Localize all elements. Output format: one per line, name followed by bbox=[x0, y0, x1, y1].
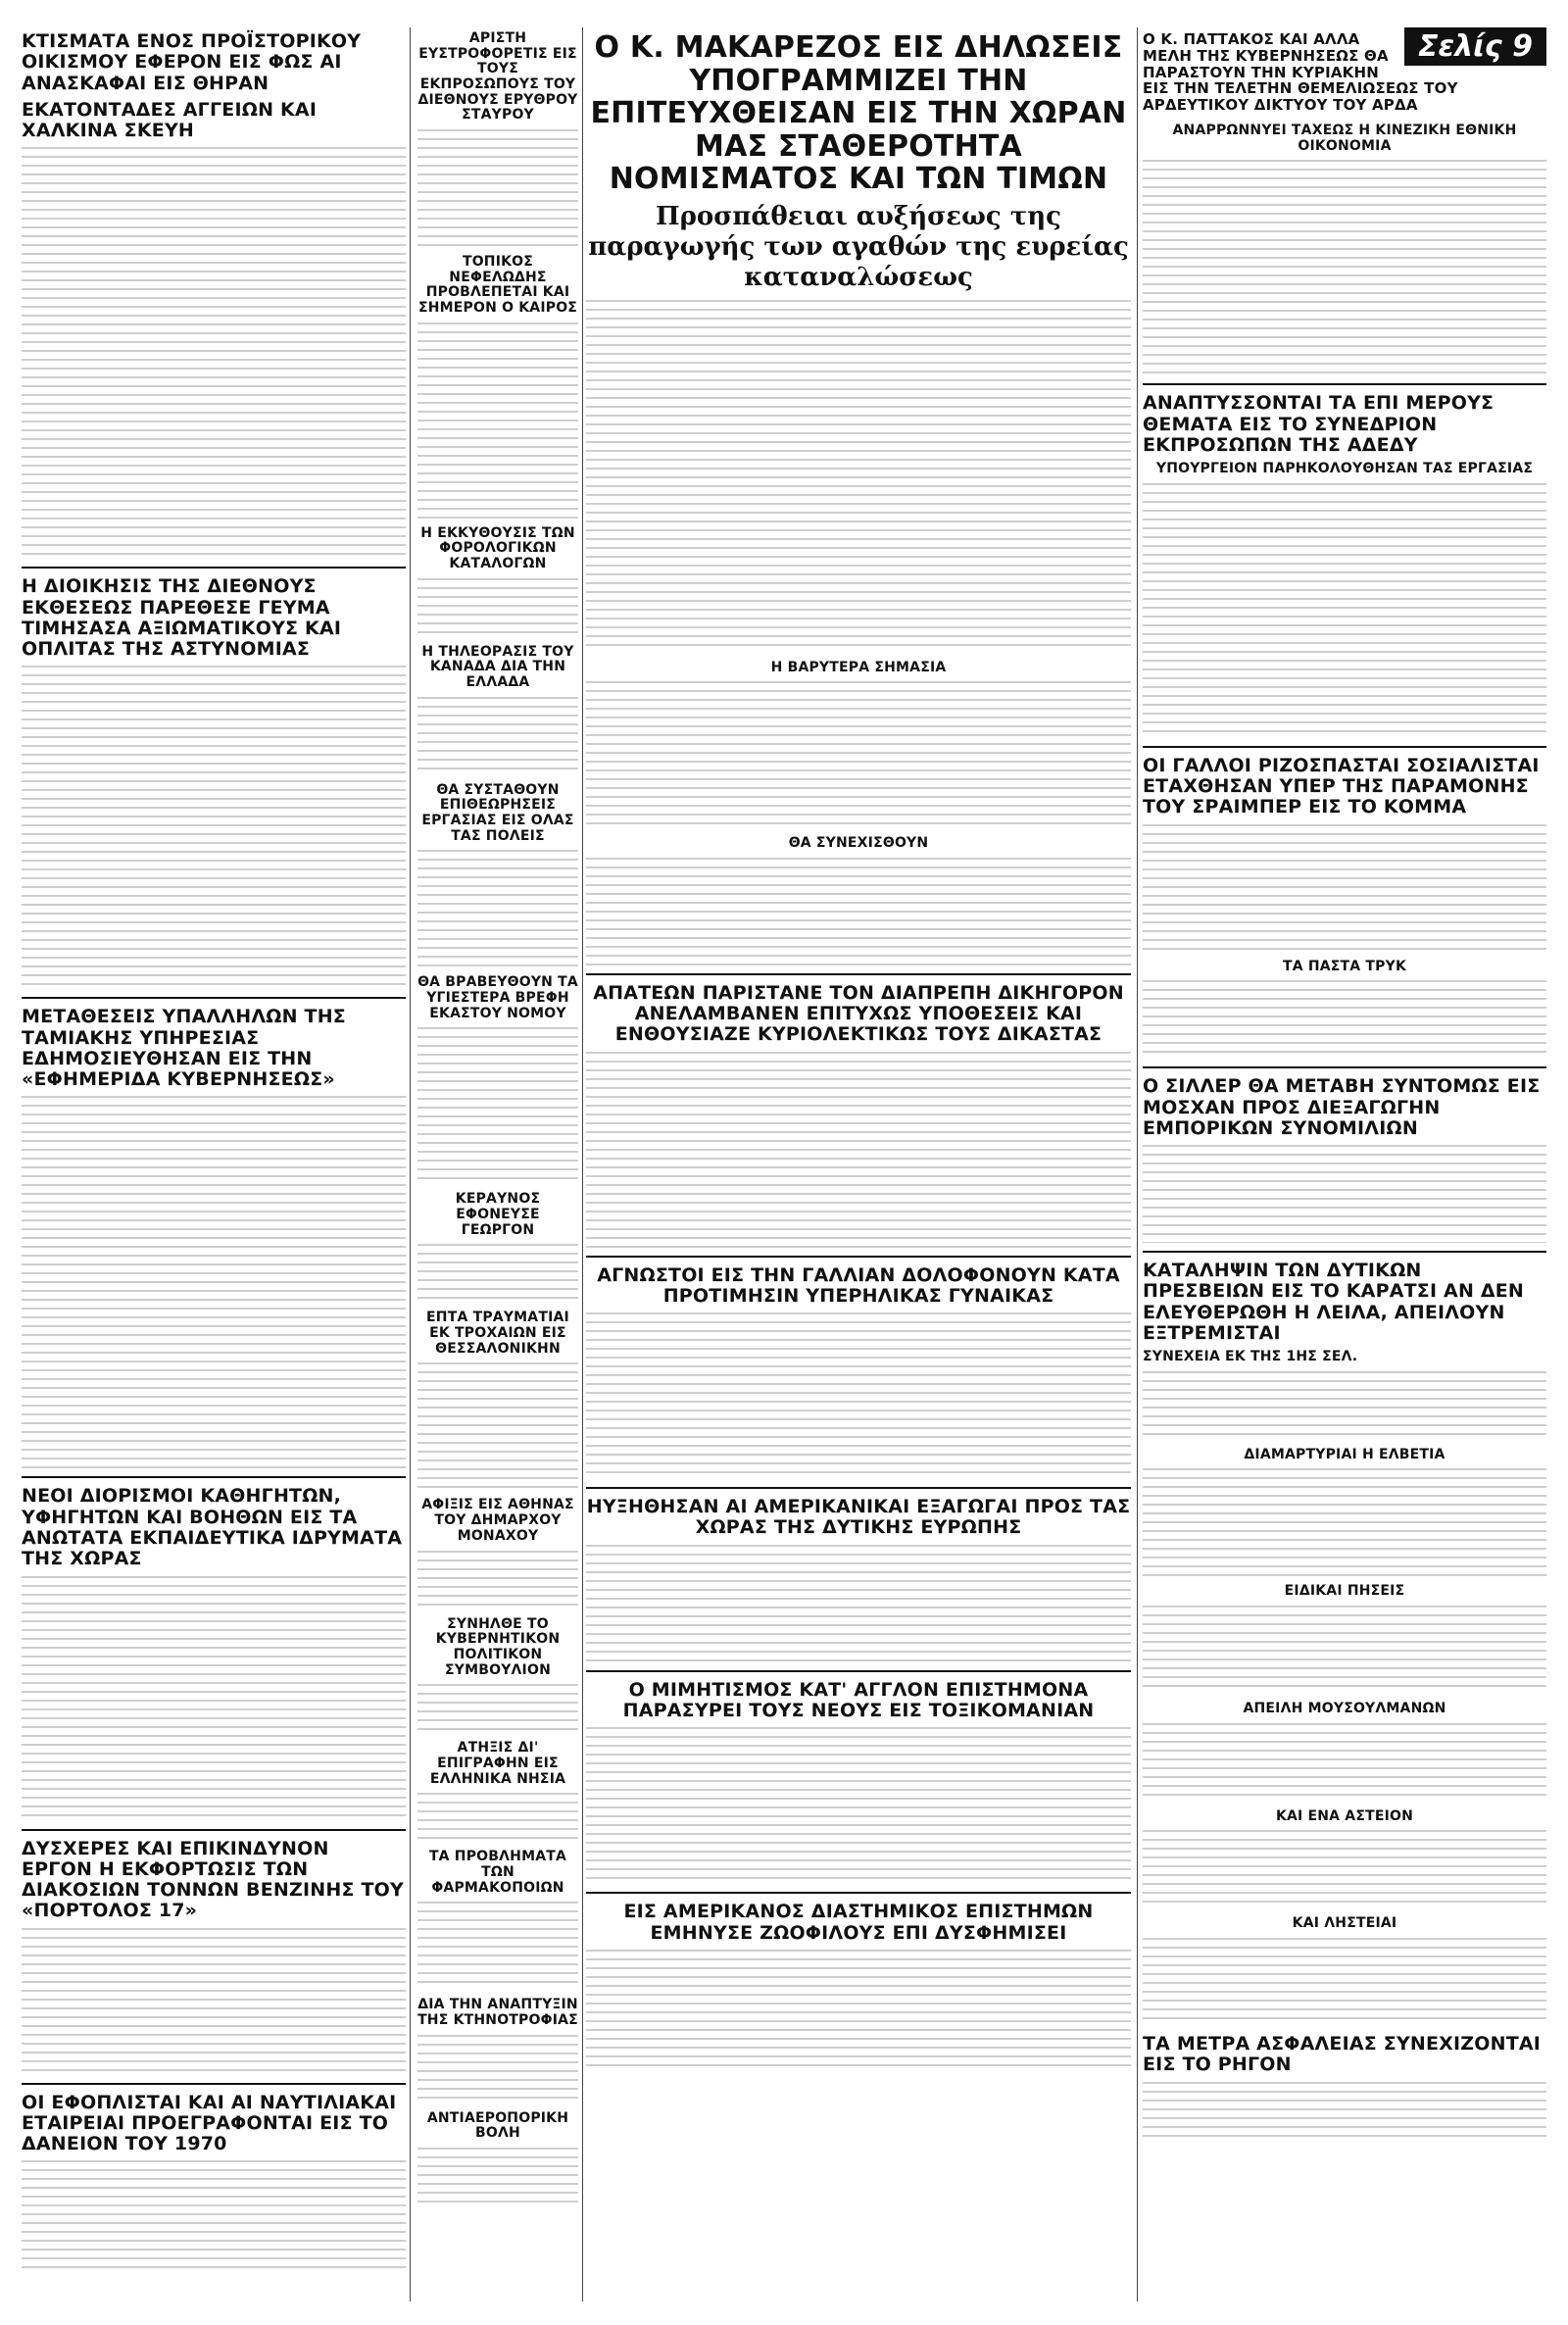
article-body bbox=[417, 322, 578, 519]
article-body bbox=[22, 1096, 406, 1468]
headline: Η ΔΙΟΙΚΗΣΙΣ ΤΗΣ ΔΙΕΘΝΟΥΣ ΕΚΘΕΣΕΩΣ ΠΑΡΕΘΕΣΕ ΓΕΥΜΑ ΤΙΜΗΣΑΣΑ ΑΞΙΩΜΑΤΙΚΟΥΣ ΚΑΙ ΟΠΛΙΤΑΣ ΤΗΣ ΑΣΤΥΝΟΜΙΑΣ bbox=[22, 575, 342, 661]
lead-headline: Ο Κ. ΜΑΚΑΡΕΖΟΣ ΕΙΣ ΔΗΛΩΣΕΙΣ ΥΠΟΓΡΑΜΜΙΖΕΙ ΤΗΝ ΕΠΙΤΕΥΧΘΕΙΣΑΝ ΕΙΣ ΤΗΝ ΧΩΡΑΝ ΜΑΣ ΣΤΑΘΕΡΟΤΗΤΑ ΝΟΜΙΣΜΑΤΟΣ ΚΑΙ ΤΩΝ ΤΙΜΩΝ bbox=[590, 30, 1127, 197]
column-divider bbox=[410, 27, 411, 2301]
article-body bbox=[417, 578, 578, 637]
headline: ΘΑ ΒΡΑΒΕΥΘΟΥΝ ΤΑ ΥΓΙΕΣΤΕΡΑ ΒΡΕΦΗ ΕΚΑΣΤΟΥ ΝΟΜΟΥ bbox=[417, 974, 578, 1021]
article-body bbox=[1143, 2082, 1546, 2141]
article-body bbox=[586, 1052, 1131, 1248]
page-number-badge: Σελίς 9 bbox=[1404, 27, 1546, 66]
column-divider bbox=[1137, 27, 1138, 2301]
article-body bbox=[417, 697, 578, 775]
headline: Ο ΣΙΛΛΕΡ ΘΑ ΜΕΤΑΒΗ ΣΥΝΤΟΜΩΣ ΕΙΣ ΜΟΣΧΑΝ ΠΡΟΣ ΔΙΕΞΑΓΩΓΗΝ ΕΜΠΟΡΙΚΩΝ ΣΥΝΟΜΙΛΙΩΝ bbox=[1143, 1075, 1541, 1139]
article-body bbox=[586, 681, 1131, 828]
section-heading: ΘΑ ΣΥΝΕΧΙΣΘΟΥΝ bbox=[788, 835, 929, 852]
headline: ΑΝΑΡΡΩΝΝΥΕΙ ΤΑΧΕΩΣ Η ΚΙΝΕΖΙΚΗ ΕΘΝΙΚΗ ΟΙΚΟΝΟΜΙΑ bbox=[1172, 122, 1517, 154]
headline: ΕΙΣ ΑΜΕΡΙΚΑΝΟΣ ΔΙΑΣΤΗΜΙΚΟΣ ΕΠΙΣΤΗΜΩΝ ΕΜΗΝΥΣΕ ΖΩΟΦΙΛΟΥΣ ΕΠΙ ΔΥΣΦΗΜΙΣΕΙ bbox=[623, 1901, 1094, 1944]
article-body bbox=[417, 1684, 578, 1733]
headline: ΚΕΡΑΥΝΟΣ ΕΦΟΝΕΥΣΕ ΓΕΩΡΓΟΝ bbox=[455, 1191, 541, 1238]
headline: ΕΠΤΑ ΤΡΑΥΜΑΤΙΑΙ ΕΚ ΤΡΟΧΑΙΩΝ ΕΙΣ ΘΕΣΣΑΛΟΝΙΚΗΝ bbox=[426, 1310, 569, 1357]
column-2 bbox=[417, 27, 578, 2214]
headline: Ο Κ. ΠΑΤΤΑΚΟΣ ΚΑΙ ΑΛΛΑ ΜΕΛΗ ΤΗΣ ΚΥΒΕΡΝΗΣΕΩΣ ΘΑ ΠΑΡΑΣΤΟΥΝ ΤΗΝ ΚΥΡΙΑΚΗΝ ΕΙΣ ΤΗΝ ΤΕΛΕΤΗΝ ΘΕΜΕΛΙΩΣΕΩΣ ΤΟΥ ΑΡΔΕΥΤΙΚΟΥ ΔΙΚΤΥΟΥ ΤΟΥ ΑΡΔΑ bbox=[1143, 30, 1458, 115]
article-body bbox=[1143, 980, 1546, 1059]
rule bbox=[586, 973, 1131, 975]
rule bbox=[1143, 1251, 1546, 1253]
headline: ΝΕΟΙ ΔΙΟΡΙΣΜΟΙ ΚΑΘΗΓΗΤΩΝ, ΥΦΗΓΗΤΩΝ ΚΑΙ ΒΟΗΘΩΝ ΕΙΣ ΤΑ ΑΝΩΤΑΤΑ ΕΚΠΑΙΔΕΥΤΙΚΑ ΙΔΡΥΜΑΤΑ ΤΗΣ ΧΩΡΑΣ bbox=[22, 1485, 403, 1570]
article-body bbox=[1143, 1723, 1546, 1802]
article-body bbox=[22, 666, 406, 989]
article-body bbox=[417, 850, 578, 967]
article-body bbox=[1143, 1606, 1546, 1694]
section-heading: ΕΙΔΙΚΑΙ ΠΗΣΕΙΣ bbox=[1284, 1583, 1405, 1600]
rule bbox=[586, 1487, 1131, 1489]
headline: Η ΕΚΚΥΘΟΥΣΙΣ ΤΩΝ ΦΟΡΟΛΟΓΙΚΩΝ ΚΑΤΑΛΟΓΩΝ bbox=[420, 524, 575, 572]
article-body bbox=[1143, 824, 1546, 952]
article-body bbox=[417, 1551, 578, 1609]
article-body bbox=[417, 129, 578, 247]
article-body bbox=[1143, 1938, 1546, 2026]
rule bbox=[22, 2083, 406, 2085]
article-body bbox=[22, 147, 406, 559]
article-body bbox=[586, 1727, 1131, 1884]
rule bbox=[22, 567, 406, 569]
rule bbox=[1143, 383, 1546, 385]
article-body bbox=[1143, 483, 1546, 738]
article-body bbox=[417, 1244, 578, 1303]
headline: ΚΤΙΣΜΑΤΑ ΕΝΟΣ ΠΡΟΪΣΤΟΡΙΚΟΥ ΟΙΚΙΣΜΟΥ ΕΦΕΡΟΝ ΕΙΣ ΦΩΣ ΑΙ ΑΝΑΣΚΑΦΑΙ ΕΙΣ ΘΗΡΑΝ bbox=[22, 30, 362, 94]
headline: ΑΡΙΣΤΗ ΕΥΣΤΡΟΦΟΡΕΤΙΣ ΕΙΣ ΤΟΥΣ ΕΚΠΡΟΣΩΠΟΥΣ ΤΟΥ ΔΙΕΘΝΟΥΣ ΕΡΥΘΡΟΥ ΣΤΑΥΡΟΥ bbox=[417, 30, 578, 124]
rule bbox=[586, 1670, 1131, 1672]
article-body bbox=[1143, 1468, 1546, 1576]
rule bbox=[1143, 746, 1546, 748]
headline: ΑΝΑΠΤΥΣΣΟΝΤΑΙ ΤΑ ΕΠΙ ΜΕΡΟΥΣ ΘΕΜΑΤΑ ΕΙΣ ΤΟ ΣΥΝΕΔΡΙΟΝ ΕΚΠΡΟΣΩΠΩΝ ΤΗΣ ΑΔΕΔΥ bbox=[1143, 392, 1494, 456]
subheadline: ΕΚΑΤΟΝΤΑΔΕΣ ΑΓΓΕΙΩΝ ΚΑΙ ΧΑΛΚΙΝΑ ΣΚΕΥΗ bbox=[22, 98, 318, 142]
rule bbox=[586, 1892, 1131, 1894]
column-divider bbox=[582, 27, 583, 2301]
rule bbox=[1143, 1066, 1546, 1068]
headline: ΑΝΤΙΑΕΡΟΠΟΡΙΚΗ ΒΟΛΗ bbox=[426, 2109, 569, 2142]
headline: ΤΑ ΠΡΟΒΛΗΜΑΤΑ ΤΩΝ ΦΑΡΜΑΚΟΠΟΙΩΝ bbox=[428, 1849, 567, 1896]
lead-subheadline: Προσπάθειαι αυξήσεως της παραγωγής των αγαθών της ευρείας καταναλώσεως bbox=[588, 201, 1129, 293]
headline: ΔΙΑ ΤΗΝ ΑΝΑΠΤΥΞΙΝ ΤΗΣ ΚΤΗΝΟΤΡΟΦΙΑΣ bbox=[417, 1997, 578, 2028]
rule bbox=[22, 1476, 406, 1478]
article-body bbox=[1143, 160, 1546, 375]
headline: ΤΟΠΙΚΟΣ ΝΕΦΕΛΩΔΗΣ ΠΡΟΒΛΕΠΕΤΑΙ ΚΑΙ ΣΗΜΕΡΟΝ Ο ΚΑΙΡΟΣ bbox=[417, 254, 578, 317]
rule bbox=[22, 1829, 406, 1831]
article-body bbox=[586, 1545, 1131, 1662]
article-body bbox=[1143, 1830, 1546, 1908]
column-4 bbox=[1143, 27, 1546, 2149]
headline: ΘΑ ΣΥΣΤΑΘΟΥΝ ΕΠΙΘΕΩΡΗΣΕΙΣ ΕΡΓΑΣΙΑΣ ΕΙΣ ΟΛΑΣ ΤΑΣ ΠΟΛΕΙΣ bbox=[421, 781, 574, 844]
headline: ΑΦΙΞΙΣ ΕΙΣ ΑΘΗΝΑΣ ΤΟΥ ΔΗΜΑΡΧΟΥ ΜΟΝΑΧΟΥ bbox=[421, 1497, 574, 1544]
headline: ΟΙ ΓΑΛΛΟΙ ΡΙΖΟΣΠΑΣΤΑΙ ΣΟΣΙΑΛΙΣΤΑΙ ΕΤΑΧΘΗΣΑΝ ΥΠΕΡ ΤΗΣ ΠΑΡΑΜΟΝΗΣ ΤΟΥ ΣΡΑΙΜΠΕΡ ΕΙΣ ΤΟ ΚΟΜΜΑ bbox=[1143, 754, 1540, 818]
headline: ΔΥΣΧΕΡΕΣ ΚΑΙ ΕΠΙΚΙΝΔΥΝΟΝ ΕΡΓΟΝ Η ΕΚΦΟΡΤΩΣΙΣ ΤΩΝ ΔΙΑΚΟΣΙΩΝ ΤΟΝΝΩΝ ΒΕΝΖΙΝΗΣ ΤΟΥ «ΠΟΡΤΟΛΟΣ 17» bbox=[22, 1837, 404, 1922]
article-body bbox=[1143, 1145, 1546, 1243]
article-body bbox=[417, 2035, 578, 2103]
headline: Η ΤΗΛΕΟΡΑΣΙΣ ΤΟΥ ΚΑΝΑΔΑ ΔΙΑ ΤΗΝ ΕΛΛΑΔΑ bbox=[421, 643, 574, 691]
rule bbox=[22, 997, 406, 999]
article-body bbox=[22, 1928, 406, 2075]
subheadline: ΥΠΟΥΡΓΕΙΟΝ ΠΑΡΗΚΟΛΟΥΘΗΣΑΝ ΤΑΣ ΕΡΓΑΣΙΑΣ bbox=[1155, 461, 1534, 477]
article-body bbox=[417, 1793, 578, 1842]
headline: ΤΑ ΜΕΤΡΑ ΑΣΦΑΛΕΙΑΣ ΣΥΝΕΧΙΖΟΝΤΑΙ ΕΙΣ ΤΟ ΡΗΓΟΝ bbox=[1143, 2033, 1542, 2076]
section-heading: ΤΑ ΠΑΣΤΑ ΤΡΥΚ bbox=[1282, 958, 1407, 974]
section-heading: Η ΒΑΡΥΤΕΡΑ ΣΗΜΑΣΙΑ bbox=[770, 659, 947, 675]
headline: ΜΕΤΑΘΕΣΕΙΣ ΥΠΑΛΛΗΛΩΝ ΤΗΣ ΤΑΜΙΑΚΗΣ ΥΠΗΡΕΣΙΑΣ ΕΔΗΜΟΣΙΕΥΘΗΣΑΝ ΕΙΣ ΤΗΝ «ΕΦΗΜΕΡΙΔΑ ΚΥΒΕΡΝΗΣΕΩΣ» bbox=[22, 1006, 346, 1091]
article-body bbox=[586, 300, 1131, 653]
section-heading: ΚΑΙ ΕΝΑ ΑΣΤΕΙΟΝ bbox=[1275, 1807, 1414, 1824]
headline: Ο ΜΙΜΗΤΙΣΜΟΣ ΚΑΤ' ΑΓΓΛΟΝ ΕΠΙΣΤΗΜΟΝΑ ΠΑΡΑΣΥΡΕΙ ΤΟΥΣ ΝΕΟΥΣ ΕΙΣ ΤΟΞΙΚΟΜΑΝΙΑΝ bbox=[622, 1678, 1095, 1721]
article-body bbox=[417, 1902, 578, 1990]
article-body bbox=[22, 2160, 406, 2268]
article-body bbox=[586, 858, 1131, 965]
headline: ΗΥΞΗΘΗΣΑΝ ΑΙ ΑΜΕΡΙΚΑΝΙΚΑΙ ΕΞΑΓΩΓΑΙ ΠΡΟΣ ΤΑΣ ΧΩΡΑΣ ΤΗΣ ΔΥΤΙΚΗΣ ΕΥΡΩΠΗΣ bbox=[586, 1496, 1131, 1539]
article-body bbox=[1143, 1371, 1546, 1440]
headline: ΑΓΝΩΣΤΟΙ ΕΙΣ ΤΗΝ ΓΑΛΛΙΑΝ ΔΟΛΟΦΟΝΟΥΝ ΚΑΤΑ ΠΡΟΤΙΜΗΣΙΝ ΥΠΕΡΗΛΙΚΑΣ ΓΥΝΑΙΚΑΣ bbox=[597, 1263, 1120, 1307]
column-3 bbox=[586, 27, 1131, 2075]
headline: ΟΙ ΕΦΟΠΛΙΣΤΑΙ ΚΑΙ ΑΙ ΝΑΥΤΙΛΙΑΚΑΙ ΕΤΑΙΡΕΙΑΙ ΠΡΟΕΓΡΑΦΟΝΤΑΙ ΕΙΣ ΤΟ ΔΑΝΕΙΟΝ ΤΟΥ 1970 bbox=[22, 2091, 397, 2155]
headline: ΚΑΤΑΛΗΨΙΝ ΤΩΝ ΔΥΤΙΚΩΝ ΠΡΕΣΒΕΙΩΝ ΕΙΣ ΤΟ ΚΑΡΑΤΣΙ ΑΝ ΔΕΝ ΕΛΕΥΘΕΡΩΘΗ Η ΛΕΙΛΑ, ΑΠΕΙΛΟΥΝ ΕΞΤΡΕΜΙΣΤΑΙ bbox=[1143, 1260, 1525, 1344]
headline: ΑΠΑΤΕΩΝ ΠΑΡΙΣΤΑΝΕ ΤΟΝ ΔΙΑΠΡΕΠΗ ΔΙΚΗΓΟΡΟΝ ΑΝΕΛΑΜΒΑΝΕΝ ΕΠΙΤΥΧΩΣ ΥΠΟΘΕΣΕΙΣ ΚΑΙ ΕΝΘΟΥΣΙΑΖΕ ΚΥΡΙΟΛΕΚΤΙΚΩΣ ΤΟΥΣ ΔΙΚΑΣΤΑΣ bbox=[593, 981, 1124, 1046]
section-heading: ΔΙΑΜΑΡΤΥΡΙΑΙ Η ΕΛΒΕΤΙΑ bbox=[1244, 1446, 1446, 1462]
column-1 bbox=[22, 27, 406, 2276]
article-body bbox=[417, 1027, 578, 1184]
continuation-note: ΣΥΝΕΧΕΙΑ ΕΚ ΤΗΣ 1ΗΣ ΣΕΛ. bbox=[1143, 1349, 1358, 1365]
article-body bbox=[22, 1576, 406, 1821]
headline: ΣΥΝΗΛΘΕ ΤΟ ΚΥΒΕΡΝΗΤΙΚΟΝ ΠΟΛΙΤΙΚΟΝ ΣΥΜΒΟΥΛΙΟΝ bbox=[435, 1615, 561, 1678]
article-body bbox=[417, 1362, 578, 1490]
section-heading: ΑΠΕΙΛΗ ΜΟΥΣΟΥΛΜΑΝΩΝ bbox=[1243, 1701, 1446, 1717]
article-body bbox=[586, 1950, 1131, 2067]
section-heading: ΚΑΙ ΛΗΣΤΕΙΑΙ bbox=[1292, 1915, 1397, 1932]
article-body bbox=[586, 1312, 1131, 1479]
headline: ΑΤΗΞΙΣ ΔΙ' ΕΠΙΓΡΑΦΗΝ ΕΙΣ ΕΛΛΗΝΙΚΑ ΝΗΣΙΑ bbox=[429, 1740, 566, 1787]
article-body bbox=[417, 2148, 578, 2206]
rule bbox=[586, 1256, 1131, 1258]
